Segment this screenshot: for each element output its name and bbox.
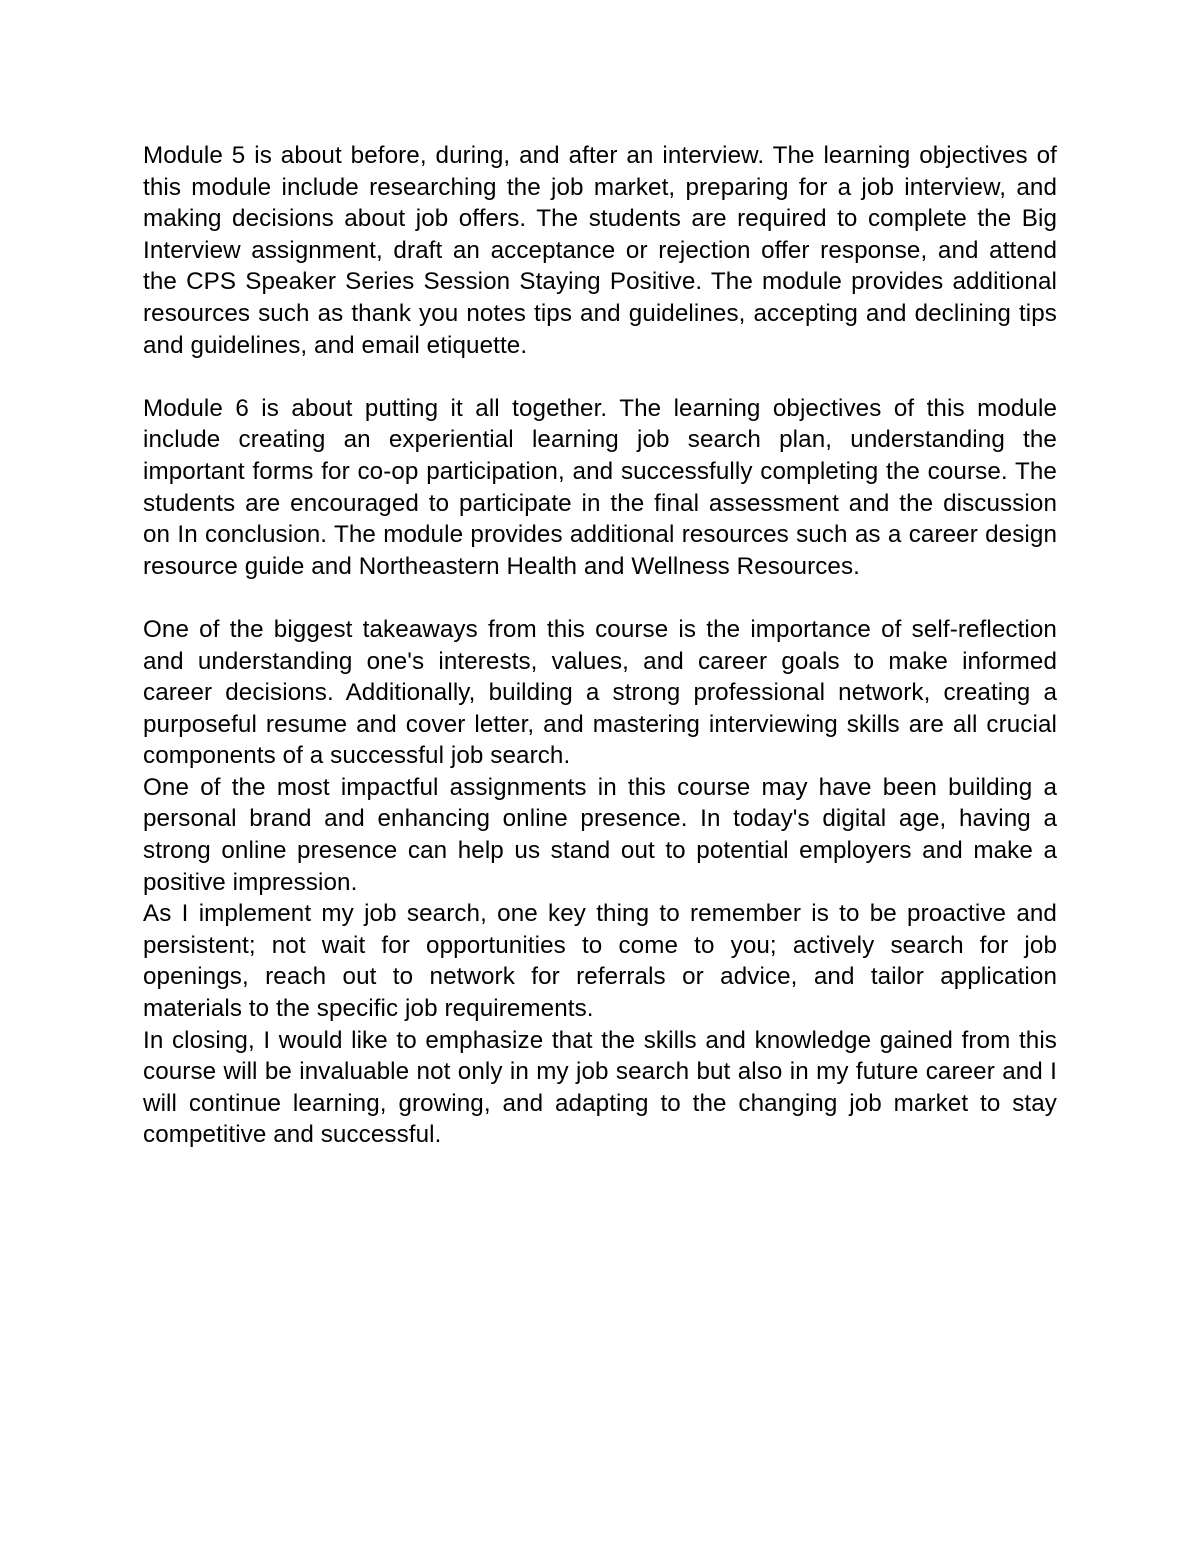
paragraph-spacer [143, 582, 1057, 614]
paragraph-module-5: Module 5 is about before, during, and after an interview. The learning objectives of this module include researching the job market, preparing for a job interview, and making decisions about job offers. The students are required to complete the Big Interview assignment, draft an acceptance or rejection offer response, and attend the CPS Speaker Series Session Staying Positive. The module provides additional resources such as thank you notes tips and guidelines, accepting and declining tips and guidelines, and email etiquette. [143, 142, 1057, 359]
paragraph-impactful-assignment: One of the most impactful assignments in this course may have been building a personal brand and enhancing online presence. In today's digital age, having a strong online presence can help us stand out to potential employers and make a positive impression. [143, 773, 1057, 896]
document-body [143, 140, 1057, 1151]
paragraph-closing: In closing, I would like to emphasize that the skills and knowledge gained from this course will be invaluable not only in my job search but also in my future career and I will continue learning, growing, and adapting to the changing job market to stay competitive and successful. [143, 1026, 1057, 1149]
paragraph-job-search: As I implement my job search, one key thing to remember is to be proactive and persistent; not wait for opportunities to come to you; actively search for job openings, reach out to network for referrals or advice, and tailor application materials to the specific job requirements. [143, 900, 1057, 1023]
paragraph-spacer [143, 361, 1057, 393]
paragraph-module-6: Module 6 is about putting it all together. The learning objectives of this module include creating an experiential learning job search plan, understanding the important forms for co-op participation, and successfully completing the course. The students are encouraged to participate in the final assessment and the discussion on In conclusion. The module provides additional resources such as a career design resource guide and Northeastern Health and Wellness Resources. [143, 394, 1057, 580]
paragraph-takeaways: One of the biggest takeaways from this course is the importance of self-reflection and understanding one's interests, values, and career goals to make informed career decisions. Additionally, building a strong professional network, creating a purposeful resume and cover letter, and mastering interviewing skills are all crucial components of a successful job search. [143, 615, 1057, 770]
